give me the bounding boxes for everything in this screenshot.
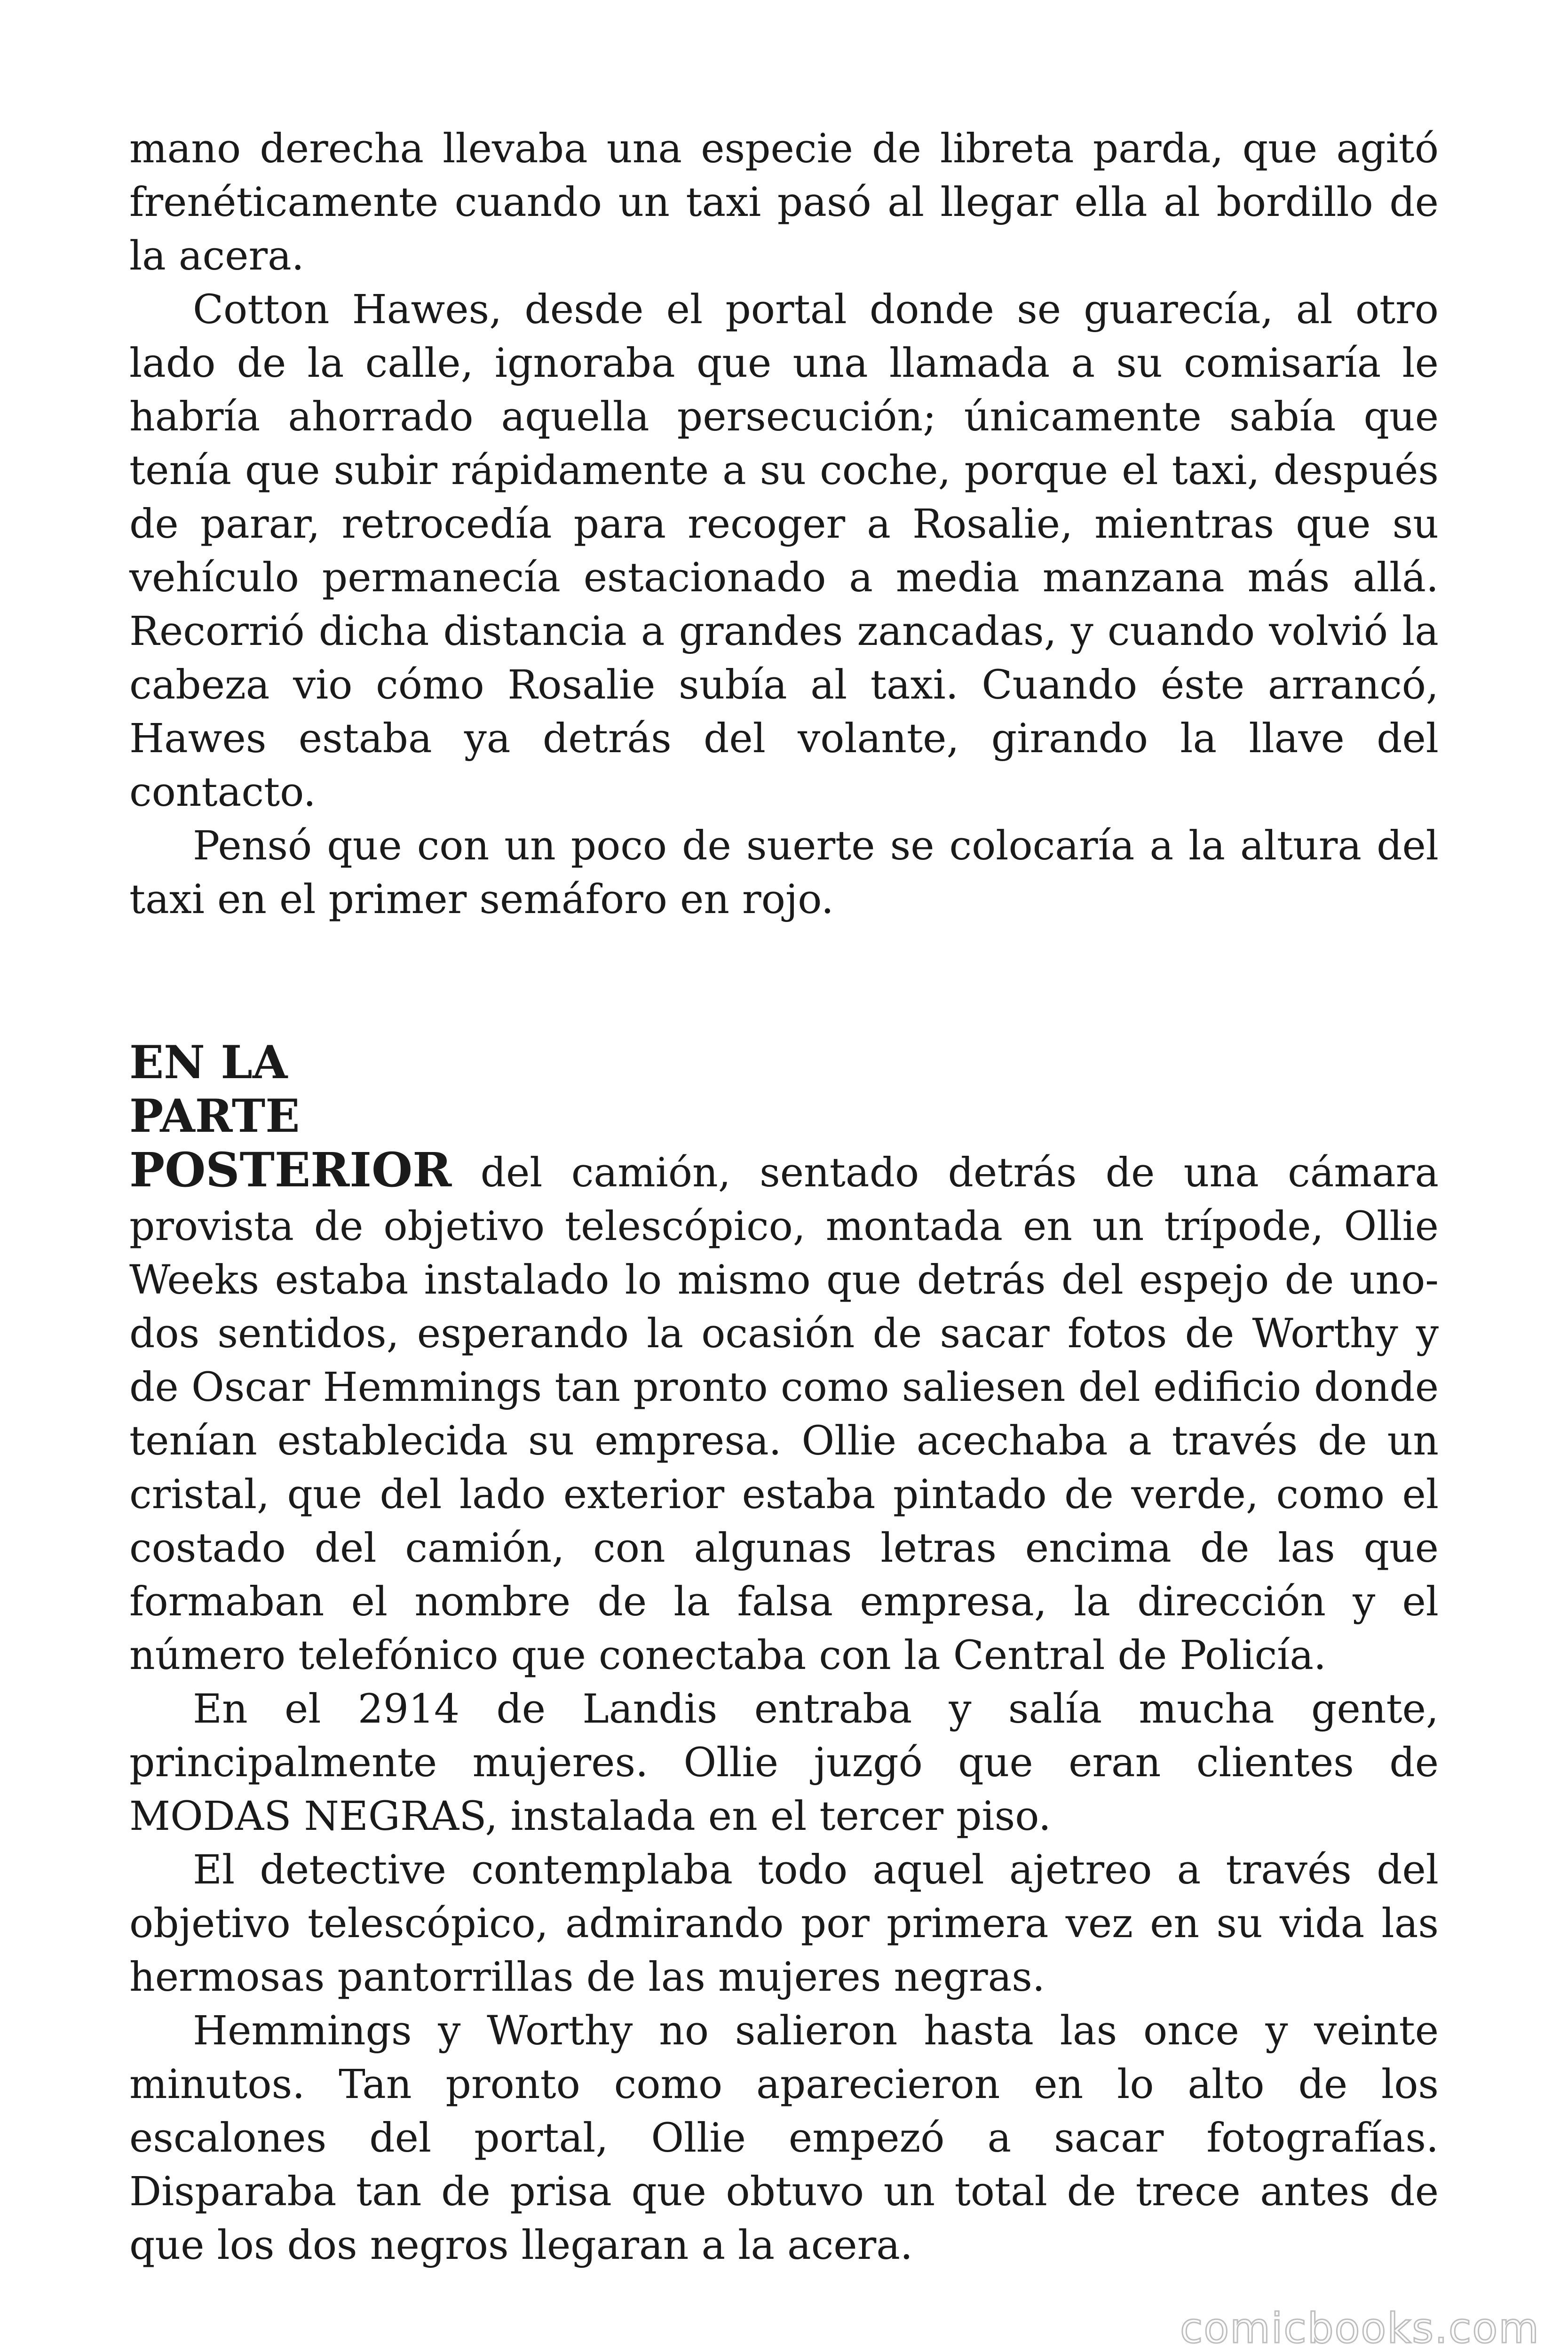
- book-page: [129, 122, 1439, 2273]
- paragraph: En el 2914 de Landis entraba y salía mucha gente, principalmente mujeres. Ollie juzgó que eran clientes de MODAS NEGRAS, instalada en el tercer piso.: [129, 1686, 1439, 1840]
- paragraph: Hemmings y Worthy no salieron hasta las once y veinte minutos. Tan pronto como aparecieron en lo alto de los escalones del portal, Ollie empezó a sacar fotografías. Disparaba tan de prisa que obtuvo un total de trece antes de que los dos negros llegaran a la acera.: [129, 2008, 1439, 2269]
- paragraph: mano derecha llevaba una especie de libreta parda, que agitó frenéticamente cuando un taxi pasó al llegar ella al bordillo de la acera.: [129, 126, 1439, 279]
- paragraph: El detective contemplaba todo aquel ajetreo a través del objetivo telescópico, admirando por primera vez en su vida las hermosas pantorrillas de las mujeres negras.: [129, 1847, 1439, 2001]
- paragraph: Cotton Hawes, desde el portal donde se guarecía, al otro lado de la calle, ignoraba que una llamada a su comisaría le habría ahorrado aquella persecución; únicamente sabía que tenía que subir rápidamente a su coche, porque el taxi, después de parar, retrocedía para recoger a Rosalie, mientras que su vehículo permanecía estacionado a media manzana más allá. Recorrió dicha distancia a grandes zancadas, y cuando volvió la cabeza vio cómo Rosalie subía al taxi. Cuando éste arrancó, Hawes estaba ya detrás del volante, girando la llave del contacto.: [129, 286, 1439, 816]
- chapter-opening: [129, 1036, 1439, 1683]
- section-break: [129, 927, 1439, 1036]
- chapter-first-paragraph: [129, 1143, 1439, 1683]
- chapter-opening-text: del camión, sentado detrás de una cámara provista de objetivo telescópico, montada en un trípode, Ollie Weeks estaba instalado lo mismo que detrás del espejo de uno-dos sentidos, esperando la ocasión de sacar fotos de Worthy y de Oscar Hemmings tan pronto como saliesen del edificio donde tenían establecida su empresa. Ollie acechaba a través de un cristal, que del lado exterior estaba pintado de verde, como el costado del camión, con algunas letras encima de las que formaban el nombre de la falsa empresa, la dirección y el número telefónico que conectaba con la Central de Policía.: [129, 1150, 1439, 1679]
- chapter-heading-line-1: EN LA: [129, 1036, 288, 1089]
- chapter-lead-word: POSTERIOR: [129, 1142, 452, 1198]
- watermark-logo: comicbooks.com: [1180, 2304, 1540, 2352]
- chapter-heading-line-2: PARTE: [129, 1089, 300, 1143]
- paragraph: Pensó que con un poco de suerte se colocaría a la altura del taxi en el primer semáforo en rojo.: [129, 823, 1439, 923]
